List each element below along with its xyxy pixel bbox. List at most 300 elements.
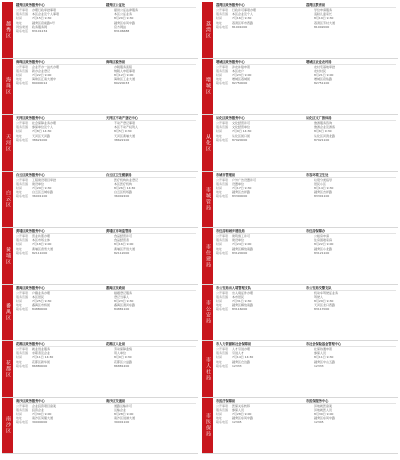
district-tab xyxy=(2,59,13,115)
row-key: 联系电话 xyxy=(216,81,229,86)
row-value: 建筑施工许可 xyxy=(232,234,251,238)
unit-name: 南沙区交通局 xyxy=(106,398,126,403)
row-value: 番禺区市桥街 xyxy=(32,303,51,308)
row-key: 联系电话 xyxy=(16,250,29,255)
row-key: 地址 xyxy=(16,133,23,138)
info-row xyxy=(16,29,196,33)
row-value-secondary: 办税服务流程 xyxy=(114,64,133,69)
row-key: 公开事项 xyxy=(16,8,29,12)
row-value: 企业投资项目备案 xyxy=(32,403,57,408)
unit-name: 海珠区政务服务中心 xyxy=(16,59,45,64)
info-body xyxy=(13,228,198,284)
row-value: 82750000 xyxy=(232,81,248,86)
district-tab-label: 越秀区 xyxy=(5,20,11,39)
row-value-secondary: 食品经营者 xyxy=(114,238,130,243)
row-value-secondary: 82751100 xyxy=(314,81,330,86)
unit-name: 天河区不动产登记中心 xyxy=(106,116,138,120)
district-tab xyxy=(2,2,13,58)
row-key: 服务范围 xyxy=(216,294,229,299)
row-value: 引进人才 xyxy=(232,351,245,356)
row-value: 政务服务网 xyxy=(32,24,48,29)
row-value: 医保关系转移 xyxy=(232,403,251,408)
row-key: 时间 xyxy=(216,129,223,134)
info-body xyxy=(213,115,398,171)
row-value-secondary: 登记当事人 xyxy=(114,294,130,299)
row-value-secondary: 8月28日 9:00 xyxy=(114,411,134,416)
row-key: 公开事项 xyxy=(16,64,29,69)
unit-name: 从化区政务服务中心 xyxy=(216,116,245,120)
row-value-secondary: 83106688 xyxy=(114,29,130,34)
row-value: 82111000 xyxy=(32,250,48,255)
info-row xyxy=(216,81,396,85)
row-key: 时间 xyxy=(16,129,23,134)
row-key: 时间 xyxy=(216,185,223,190)
row-value: 83101234 xyxy=(32,29,48,34)
info-block xyxy=(2,59,198,116)
row-value: 7月15日 9:30 xyxy=(32,16,52,21)
info-block xyxy=(2,228,198,285)
row-value-secondary: 旅游企业及游客 xyxy=(314,125,336,130)
row-value: 本区企业及个人事项 xyxy=(32,12,60,17)
row-value: 7月9日 14:30 xyxy=(232,129,252,134)
row-value: 本区居民 xyxy=(32,294,45,299)
district-tab-label: 从化区 xyxy=(205,133,211,152)
row-key: 公开事项 xyxy=(216,8,229,12)
row-value-secondary: 本区医疗机构 xyxy=(114,181,133,186)
row-value: 越秀区解放南路 xyxy=(232,246,254,251)
info-body xyxy=(13,398,198,454)
row-value: 7月18日 9:00 xyxy=(32,242,52,247)
row-value: 户籍业务办理 xyxy=(32,290,51,295)
row-value-secondary: 异地就医备案 xyxy=(314,403,333,408)
row-value: 求职者及企业 xyxy=(32,351,51,356)
unit-name: 白云区政务服务中心 xyxy=(16,172,45,177)
district-tab-label: 南沙区 xyxy=(5,416,11,435)
row-value-secondary: 不动产登记事项 xyxy=(114,121,136,125)
row-value: 7月28日 9:00 xyxy=(232,411,252,416)
row-value-secondary: 39001100 xyxy=(114,420,130,425)
row-value: 社会保障业务办理 xyxy=(32,121,57,125)
row-key: 地址 xyxy=(216,190,223,195)
row-value-secondary: 参保人员 xyxy=(314,351,327,356)
info-row xyxy=(216,307,396,311)
row-key: 联系电话 xyxy=(216,363,229,368)
row-value: 参保人员 xyxy=(232,407,245,412)
row-value: 7月25日 9:30 xyxy=(32,298,52,303)
info-block xyxy=(2,398,198,455)
row-value: 本市居民 xyxy=(232,294,245,299)
row-value: 白云区云城东路 xyxy=(32,190,54,195)
unit-name: 市医保服务中心 xyxy=(306,398,329,403)
row-value: 38621000 xyxy=(32,137,48,142)
row-key: 联系电话 xyxy=(16,363,29,368)
info-row xyxy=(216,194,396,198)
row-key: 时间 xyxy=(216,355,223,360)
row-value-secondary: 越秀区中山五路 xyxy=(314,359,336,364)
unit-name: 南沙区政务服务中心 xyxy=(16,398,45,403)
row-value-secondary: 8月6日 9:30 xyxy=(314,129,332,134)
row-value-secondary: 83121100 xyxy=(314,250,330,255)
unit-name: 市医疗保障局 xyxy=(216,398,236,403)
row-value: 文化经营许可 xyxy=(232,121,251,125)
row-value: 39000000 xyxy=(32,420,48,425)
row-key: 服务范围 xyxy=(216,351,229,356)
row-key: 服务范围 xyxy=(16,125,29,130)
row-value: 本区市场主体 xyxy=(32,238,51,243)
row-value: 从化区街口街 xyxy=(232,133,251,138)
unit-name: 黄埔区市场监管局 xyxy=(106,229,132,233)
row-value-secondary: 12333 xyxy=(314,363,324,368)
info-body xyxy=(213,59,398,115)
info-row xyxy=(216,364,396,368)
info-body xyxy=(213,2,398,58)
row-key: 公开事项 xyxy=(16,347,29,351)
row-key: 服务范围 xyxy=(16,238,29,243)
unit-name: 增城区农业农村局 xyxy=(306,59,332,64)
row-value-secondary: 花都区公益路 xyxy=(114,359,133,364)
unit-name: 市公安局出入境管理支队 xyxy=(216,285,252,290)
info-row xyxy=(216,25,396,29)
row-key: 服务范围 xyxy=(16,68,29,73)
row-value: 参保单位及个人 xyxy=(32,125,54,130)
district-tab xyxy=(2,172,13,228)
row-key: 联系电话 xyxy=(16,307,29,312)
row-value: 出入境证件办理 xyxy=(232,290,254,295)
row-value-secondary: 8月22日 9:00 xyxy=(314,242,334,247)
row-key: 地址 xyxy=(16,416,23,421)
row-value: 越秀区仓边路 xyxy=(232,359,251,364)
district-tab-label: 海珠区 xyxy=(5,77,11,96)
row-key: 时间 xyxy=(16,298,23,303)
row-value: 越秀区府前路1号 xyxy=(32,20,55,25)
row-key: 地址 xyxy=(216,20,223,25)
district-tab xyxy=(202,59,213,115)
info-block xyxy=(2,172,198,229)
info-body xyxy=(213,341,398,397)
district-tab xyxy=(202,115,213,171)
row-key: 公开事项 xyxy=(216,234,229,238)
info-row xyxy=(216,420,396,424)
row-key: 服务范围 xyxy=(16,12,29,17)
row-value: 增城区荔城街 xyxy=(232,77,251,82)
row-value: 7月29日 9:30 xyxy=(32,185,52,190)
row-value-secondary: 89220033 xyxy=(114,81,130,86)
unit-name: 市社会保险基金管理中心 xyxy=(306,342,342,346)
row-key: 时间 xyxy=(16,16,23,21)
row-value-secondary: 学位申请服务 xyxy=(314,8,333,12)
row-key: 服务范围 xyxy=(16,351,29,356)
row-value-secondary: 适龄儿童家长 xyxy=(314,12,333,17)
row-value: 文化经营单位 xyxy=(232,125,251,130)
row-value: 海珠区江南大道中 xyxy=(32,77,57,82)
row-value-secondary: 本区公证业务 xyxy=(114,12,133,17)
district-tab-label: 花都区 xyxy=(5,359,11,378)
row-key: 服务范围 xyxy=(16,181,29,186)
row-value-secondary: 从化区河滨北路 xyxy=(314,133,336,138)
row-key: 地址 xyxy=(216,416,223,421)
row-value: 企业开办一站式办理 xyxy=(32,64,60,69)
row-value: 83300000 xyxy=(232,194,248,199)
row-key: 公开事项 xyxy=(16,290,29,295)
district-tab xyxy=(2,398,13,454)
row-value: 越秀区东风中路 xyxy=(232,416,254,421)
row-key: 服务范围 xyxy=(216,68,229,73)
info-row xyxy=(216,251,396,255)
district-tab xyxy=(202,398,213,454)
row-key: 时间 xyxy=(16,242,23,247)
row-value-secondary: 38622100 xyxy=(114,137,130,142)
row-value: 就业创业服务 xyxy=(32,347,51,351)
row-value: 荔湾区环市西路 xyxy=(232,20,254,25)
row-value-secondary: 天河区龙口西路 xyxy=(314,303,336,308)
info-row xyxy=(16,364,196,368)
district-tab-label: 市医保局 xyxy=(205,413,211,438)
row-key: 联系电话 xyxy=(16,29,29,34)
row-key: 地址 xyxy=(16,246,23,251)
row-key: 时间 xyxy=(216,16,223,21)
row-value-secondary: 劳动保障监察 xyxy=(114,347,133,351)
row-value: 7月14日 14:30 xyxy=(232,355,254,360)
row-value-secondary: 86881200 xyxy=(114,363,130,368)
row-value: 12345 xyxy=(232,420,242,425)
row-value: 营业执照办理 xyxy=(32,234,51,238)
row-value-secondary: 南沙区进港大道 xyxy=(114,416,136,421)
row-value: 7月22日 9:00 xyxy=(32,72,52,77)
info-block xyxy=(2,2,198,59)
row-key: 公开事项 xyxy=(216,403,229,408)
row-key: 公开事项 xyxy=(216,347,229,351)
row-key: 时间 xyxy=(216,411,223,416)
row-key: 联系电话 xyxy=(216,250,229,255)
row-value: 7月30日 9:00 xyxy=(32,411,52,416)
row-value-secondary: 8月12日 9:00 xyxy=(114,72,134,77)
info-row xyxy=(16,251,196,255)
row-value-secondary: 机动车驾驶证业务 xyxy=(314,290,339,295)
info-block xyxy=(202,341,398,398)
info-block xyxy=(202,2,398,59)
row-key: 公开事项 xyxy=(16,177,29,182)
info-block xyxy=(202,228,398,285)
row-value: 本区企业及个人 xyxy=(232,12,254,17)
row-value-secondary: 运输企业 xyxy=(114,407,127,412)
row-value-secondary: 8月20日 9:30 xyxy=(114,16,134,21)
row-key: 公开事项 xyxy=(16,234,29,238)
row-value-secondary: 住房困难家庭 xyxy=(314,238,333,243)
unit-name: 增城区政务服务中心 xyxy=(216,59,245,64)
district-tab-label: 番禺区 xyxy=(5,303,11,322)
row-value: 83120000 xyxy=(232,250,248,255)
row-value: 87920000 xyxy=(232,137,248,142)
row-key: 公开事项 xyxy=(16,121,29,125)
district-tab xyxy=(202,2,213,58)
row-key: 地址 xyxy=(216,133,223,138)
district-tab xyxy=(2,115,13,171)
info-body xyxy=(213,398,398,454)
row-value-secondary: 81002000 xyxy=(314,24,330,29)
row-key: 联系电话 xyxy=(216,307,229,312)
row-value-secondary: 越秀区东风中路 xyxy=(114,20,136,25)
row-key: 公开事项 xyxy=(216,64,229,69)
row-value-secondary: 荔湾区芳村大道 xyxy=(314,20,336,25)
row-value: 涉农补贴申领 xyxy=(232,64,251,69)
row-key: 地址 xyxy=(216,246,223,251)
row-key: 地址 xyxy=(216,359,223,364)
row-key: 服务范围 xyxy=(216,181,229,186)
row-key: 时间 xyxy=(16,355,23,360)
row-key: 时间 xyxy=(216,72,223,77)
info-body xyxy=(13,172,198,228)
row-value-secondary: 36002200 xyxy=(114,194,130,199)
info-row xyxy=(16,420,196,424)
row-key: 服务范围 xyxy=(216,407,229,412)
row-value-secondary: 医疗机构执业登记 xyxy=(114,177,139,182)
info-block xyxy=(202,115,398,172)
row-value: 7月24日 9:00 xyxy=(232,242,252,247)
row-value-secondary: 8月29日 9:30 xyxy=(314,298,334,303)
unit-name: 市城市管理局 xyxy=(216,172,236,177)
row-value-secondary: 8月9日 9:30 xyxy=(114,355,132,360)
row-key: 联系电话 xyxy=(16,81,29,86)
row-value-secondary: 8月26日 14:30 xyxy=(114,185,136,190)
info-row xyxy=(216,138,396,142)
info-body xyxy=(213,228,398,284)
row-value: 新办企业登记 xyxy=(32,68,51,73)
info-block xyxy=(2,341,198,398)
district-tab-label: 天河区 xyxy=(5,133,11,152)
row-value: 7月23日 9:00 xyxy=(232,72,252,77)
info-block xyxy=(202,398,398,455)
row-key: 地址 xyxy=(216,77,223,82)
row-value: 建设单位 xyxy=(32,181,45,186)
row-value: 12333 xyxy=(232,363,242,368)
row-value: 南沙区凤凰大道 xyxy=(32,416,54,421)
row-key: 服务范围 xyxy=(16,294,29,299)
row-key: 公开事项 xyxy=(216,290,229,295)
row-value-secondary: 8月30日 9:00 xyxy=(314,411,334,416)
row-value-secondary: 12345 xyxy=(314,420,324,425)
row-value: 设置单位 xyxy=(232,181,245,186)
unit-name: 市人力资源和社会保障局 xyxy=(216,342,252,346)
district-tab-label: 白云区 xyxy=(5,190,11,209)
row-key: 服务范围 xyxy=(216,238,229,243)
unit-name: 番禺区民政局 xyxy=(106,285,126,290)
row-value-secondary: 纳税人申报事项 xyxy=(114,68,136,73)
info-block xyxy=(2,115,198,172)
row-value: 7月16日 9:30 xyxy=(232,16,252,21)
row-value-secondary: 8月19日 9:30 xyxy=(314,16,334,21)
row-value: 本区农户 xyxy=(232,68,245,73)
unit-name: 花都区政务服务中心 xyxy=(16,342,45,346)
row-value-secondary: 食品经营许可 xyxy=(114,234,133,238)
row-key: 地址 xyxy=(16,190,23,195)
row-value-secondary: 84881100 xyxy=(114,307,130,312)
row-key: 联系电话 xyxy=(216,420,229,425)
info-row xyxy=(16,81,196,85)
info-block xyxy=(202,285,398,342)
row-value-secondary: 8月21日 9:00 xyxy=(314,72,334,77)
row-value-secondary: 海珠区工业大道 xyxy=(114,77,136,82)
row-value: 7月31日 9:30 xyxy=(232,298,252,303)
row-key: 地址 xyxy=(16,20,23,25)
row-value-secondary: 道路运输许可 xyxy=(114,403,133,408)
unit-name: 越秀区政务服务中心 xyxy=(16,3,45,7)
unit-name: 荔湾区政务服务中心 xyxy=(216,3,245,7)
row-value-secondary: 越秀区东风中路 xyxy=(314,416,336,421)
row-value: 7月8日 14:30 xyxy=(32,129,52,134)
unit-name: 海珠区税务局 xyxy=(106,59,126,64)
row-key: 时间 xyxy=(16,411,23,416)
row-value-secondary: 越秀区小北路 xyxy=(314,246,333,251)
unit-name: 花都区人社局 xyxy=(106,342,126,346)
row-value-secondary: 旅游服务咨询 xyxy=(314,121,333,125)
row-value-secondary: 8月14日 9:30 xyxy=(314,185,334,190)
row-value: 84880000 xyxy=(32,307,48,312)
district-tab xyxy=(2,341,13,397)
row-key: 公开事项 xyxy=(216,121,229,125)
row-key: 联系电话 xyxy=(16,194,29,199)
row-value: 36001100 xyxy=(32,194,48,199)
unit-name: 越秀区公证处 xyxy=(106,3,126,7)
row-value-secondary: 公租房申请 xyxy=(314,234,330,238)
row-value: 越秀区吉祥路 xyxy=(232,190,251,195)
row-value-secondary: 农村村民 xyxy=(314,68,327,73)
row-value: 7月11日 14:30 xyxy=(32,355,54,360)
row-key: 联系电话 xyxy=(16,137,29,142)
row-key: 服务范围 xyxy=(216,12,229,17)
row-value: 81001000 xyxy=(232,24,248,29)
district-tab xyxy=(202,228,213,284)
row-value: 86880000 xyxy=(32,363,48,368)
info-block xyxy=(202,59,398,116)
district-tab xyxy=(202,285,213,341)
row-value-secondary: 番禺区清河东路 xyxy=(114,303,136,308)
info-row xyxy=(16,307,196,311)
unit-name: 番禺区政务服务中心 xyxy=(16,285,45,290)
unit-name: 黄埔区政务服务中心 xyxy=(16,229,45,233)
row-value: 89000012 xyxy=(32,81,48,86)
row-value-secondary: 87921100 xyxy=(314,137,330,142)
row-key: 网络渠道 xyxy=(16,24,29,29)
unit-name: 白云区卫生健康局 xyxy=(106,172,132,177)
row-value-secondary: 提供公证法律服务 xyxy=(114,8,139,12)
unit-name: 市容环境卫生处 xyxy=(306,172,329,177)
district-tab xyxy=(202,341,213,397)
row-value-secondary: 8月5日 9:30 xyxy=(114,129,132,134)
row-key: 公开事项 xyxy=(16,403,29,408)
row-value: 行政许可事项办理 xyxy=(232,8,257,12)
info-block xyxy=(202,172,398,229)
row-value: 工程建设项目审批 xyxy=(32,177,57,182)
row-value-secondary: 本区不动产权利人 xyxy=(114,125,139,130)
row-key: 服务范围 xyxy=(16,407,29,412)
row-value-secondary: 社保待遇申领 xyxy=(314,347,333,351)
info-body xyxy=(213,172,398,228)
row-value-secondary: 8月11日 9:30 xyxy=(314,355,334,360)
row-value-secondary: 增城区府佑路 xyxy=(314,77,333,82)
row-key: 公开事项 xyxy=(216,177,229,182)
row-value: 83116000 xyxy=(232,307,248,312)
district-tab-label: 增城区 xyxy=(205,77,211,96)
row-value: 天河区天河路 xyxy=(32,133,51,138)
row-value-secondary: 白云区机场路 xyxy=(114,190,133,195)
row-value-secondary: 8月16日 9:00 xyxy=(114,242,134,247)
district-tab-label: 黄埔区 xyxy=(5,246,11,265)
info-block xyxy=(2,285,198,342)
info-body xyxy=(213,285,398,341)
row-value-secondary: 农村宅基地审批 xyxy=(314,64,336,69)
row-value-secondary: 垃圾分类指导 xyxy=(314,177,333,182)
row-value-secondary: 82112000 xyxy=(114,250,130,255)
